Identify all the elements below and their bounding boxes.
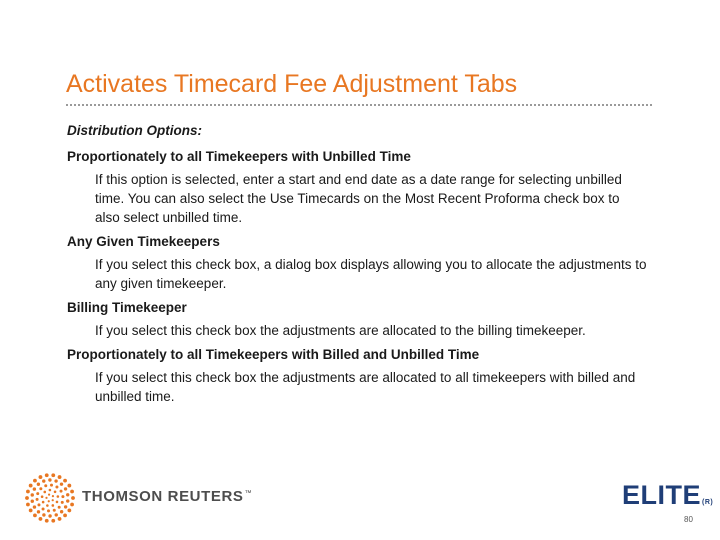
brand-trademark: ™: [244, 490, 253, 497]
logo-dot: [36, 492, 39, 495]
elite-logo: [622, 480, 713, 511]
elite-registered-mark: (R): [702, 499, 714, 506]
logo-dot: [66, 499, 69, 502]
logo-dot: [71, 496, 75, 500]
logo-dot: [64, 505, 67, 508]
logo-dot: [60, 482, 63, 485]
logo-dot: [54, 491, 57, 494]
logo-dot: [37, 503, 40, 506]
logo-dot: [52, 495, 54, 497]
logo-dot: [39, 517, 43, 521]
logo-dot: [48, 500, 50, 502]
logo-dot: [58, 506, 61, 509]
logo-dot: [58, 517, 62, 521]
logo-dot: [63, 513, 67, 517]
option-description-billed-and-unbilled-time: If you select this check box the adjustments are allocated to all timekeepers with billed and unbilled time.: [95, 370, 636, 404]
logo-dot: [26, 503, 30, 507]
logo-dot: [55, 486, 58, 489]
logo-dot: [37, 483, 40, 486]
logo-dot: [50, 484, 53, 487]
logo-dot: [48, 494, 50, 496]
logo-dot: [42, 501, 45, 504]
logo-dot: [33, 487, 36, 490]
title-divider: [66, 104, 652, 106]
logo-dot: [56, 501, 59, 504]
brand-name-text: THOMSON REUTERS: [82, 488, 244, 505]
thomson-reuters-wordmark: [82, 488, 252, 505]
logo-dot: [66, 493, 69, 496]
logo-dot: [48, 514, 51, 517]
logo-dot: [39, 487, 42, 490]
logo-dot: [41, 495, 44, 498]
logo-dot: [54, 479, 57, 482]
logo-dot: [33, 479, 37, 483]
logo-dot: [51, 519, 55, 523]
option-label-any-given-timekeepers: Any Given Timekeepers: [67, 234, 220, 249]
logo-dot: [33, 505, 36, 508]
logo-dot: [36, 498, 39, 501]
logo-dot: [44, 484, 47, 487]
logo-dot: [31, 493, 34, 496]
logo-dot: [52, 499, 54, 501]
logo-dot: [43, 491, 46, 494]
logo-dot: [29, 509, 33, 513]
logo-dot: [60, 490, 63, 493]
logo-dot: [31, 500, 34, 503]
slide-content: [67, 122, 657, 412]
logo-dot: [42, 513, 45, 516]
option-description-any-given-timekeepers: If you select this check box, a dialog box displays allowing you to allocate the adjustments to any given timekeeper.: [95, 257, 647, 291]
logo-dot: [29, 484, 33, 488]
logo-dot: [42, 507, 45, 510]
logo-dot: [45, 473, 49, 477]
logo-dot: [33, 513, 37, 517]
page-number: 80: [684, 515, 693, 524]
logo-dot: [26, 490, 30, 494]
logo-dot: [39, 475, 43, 479]
option-description-unbilled-time: If this option is selected, enter a start and end date as a date range for selecting unbilled time. You can also select the Use Timecards on the Most Recent Proforma check box to also select unbilled time.: [95, 172, 622, 225]
logo-dot: [61, 495, 64, 498]
logo-dot: [53, 509, 56, 512]
logo-dot: [51, 473, 55, 477]
distribution-options-heading: Distribution Options:: [67, 123, 202, 138]
logo-dot: [55, 513, 58, 516]
logo-dot: [48, 478, 51, 481]
logo-dot: [45, 497, 47, 499]
option-label-billed-and-unbilled-time: Proportionately to all Timekeepers with Billed and Unbilled Time: [67, 347, 480, 362]
logo-dot: [70, 490, 74, 494]
logo-dot: [67, 484, 71, 488]
logo-dot: [64, 487, 67, 490]
logo-dot: [42, 479, 45, 482]
slide-title: Activates Timecard Fee Adjustment Tabs: [66, 70, 518, 98]
logo-dot: [47, 509, 50, 512]
option-description-billing-timekeeper: If you select this check box the adjustments are allocated to the billing timekeeper.: [95, 323, 586, 338]
logo-dot: [61, 501, 64, 504]
logo-dot: [60, 510, 63, 513]
logo-dot: [58, 475, 62, 479]
option-label-billing-timekeeper: Billing Timekeeper: [67, 300, 187, 315]
elite-wordmark: ELITE: [622, 480, 702, 510]
logo-dot: [45, 519, 49, 523]
logo-dot: [70, 503, 74, 507]
logo-dot: [57, 495, 60, 498]
logo-dot: [46, 504, 49, 507]
option-label-unbilled-time: Proportionately to all Timekeepers with Unbilled Time: [67, 149, 411, 164]
logo-dot: [37, 510, 40, 513]
logo-dot: [52, 504, 55, 507]
logo-dot: [25, 496, 29, 500]
logo-dot: [49, 489, 52, 492]
logo-dot: [67, 509, 71, 513]
thomson-reuters-logo-icon: [24, 472, 76, 524]
logo-dot: [63, 479, 67, 483]
